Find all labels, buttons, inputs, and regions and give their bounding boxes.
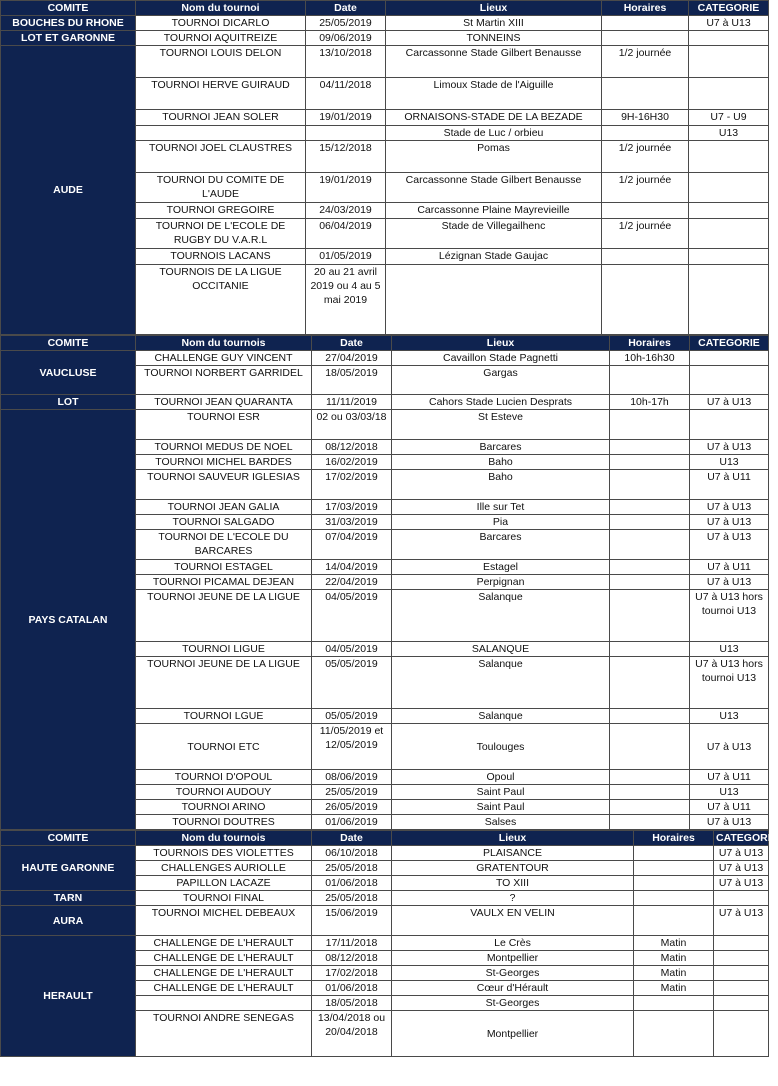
hours-cell [610,410,690,440]
tournament-name-cell: TOURNOI SAUVEUR IGLESIAS [136,470,312,500]
hours-cell [634,876,714,891]
hours-cell [610,724,690,770]
category-cell: U7 à U13 [690,724,769,770]
comite-cell: LOT ET GARONNE [1,31,136,46]
tournament-name-cell: TOURNOI MEDUS DE NOEL [136,440,312,455]
category-cell: U7 à U13 [690,815,769,830]
venue-cell: Pia [392,515,610,530]
category-cell [690,351,769,366]
category-cell: U7 à U11 [690,770,769,785]
tournament-name-cell: CHALLENGE DE L'HERAULT [136,936,312,951]
venue-cell: Montpellier [392,1011,634,1057]
hours-cell [634,906,714,936]
date-cell: 13/10/2018 [306,46,386,78]
tournament-name-cell: TOURNOI LIGUE [136,642,312,657]
venue-cell: Montpellier [392,951,634,966]
column-header: Nom du tournoi [136,1,306,16]
column-header: Date [312,336,392,351]
venue-cell: Barcares [392,530,610,560]
category-cell: U7 à U13 [714,846,769,861]
venue-cell: Barcares [392,440,610,455]
tournament-name-cell: TOURNOI JEUNE DE LA LIGUE [136,657,312,709]
date-cell: 27/04/2019 [312,351,392,366]
tournament-name-cell [136,126,306,141]
category-cell: U7 à U11 [690,800,769,815]
venue-cell: TONNEINS [386,31,602,46]
hours-cell [602,126,689,141]
category-cell: U7 à U13 [690,515,769,530]
hours-cell: 1/2 journée [602,46,689,78]
hours-cell [610,440,690,455]
venue-cell: Pomas [386,141,602,173]
hours-cell: Matin [634,936,714,951]
venue-cell: Ille sur Tet [392,500,610,515]
hours-cell [610,815,690,830]
date-cell: 11/05/2019 et 12/05/2019 [312,724,392,770]
venue-cell: Cahors Stade Lucien Desprats [392,395,610,410]
tournament-name-cell: TOURNOI HERVE GUIRAUD [136,78,306,110]
schedule-section-1 [0,0,769,335]
hours-cell: Matin [634,966,714,981]
category-cell: U7 à U13 [690,530,769,560]
column-header: CATEGORIE [690,336,769,351]
date-cell: 08/12/2018 [312,951,392,966]
tournament-name-cell: TOURNOI PICAMAL DEJEAN [136,575,312,590]
category-cell [714,1011,769,1057]
tournament-name-cell: TOURNOI SALGADO [136,515,312,530]
date-cell: 17/02/2019 [312,470,392,500]
venue-cell: Saint Paul [392,785,610,800]
category-cell [689,265,769,335]
venue-cell: Le Crès [392,936,634,951]
category-cell: U7 à U13 hors tournoi U13 [690,590,769,642]
category-cell [689,78,769,110]
column-header: Date [306,1,386,16]
tournament-name-cell: TOURNOI JEUNE DE LA LIGUE [136,590,312,642]
schedule-section-2 [0,335,769,830]
hours-cell [634,861,714,876]
comite-cell: VAUCLUSE [1,351,136,395]
venue-cell: Salanque [392,657,610,709]
tournament-name-cell: TOURNOI DU COMITE DE L'AUDE [136,173,306,203]
tournament-name-cell: CHALLENGES AURIOLLE [136,861,312,876]
hours-cell: Matin [634,981,714,996]
hours-cell [610,455,690,470]
tournament-name-cell: TOURNOI FINAL [136,891,312,906]
column-header: Horaires [602,1,689,16]
hours-cell [602,31,689,46]
category-cell: U7 à U13 [690,395,769,410]
comite-cell: AURA [1,906,136,936]
hours-cell [610,590,690,642]
comite-cell: HERAULT [1,936,136,1057]
hours-cell [610,657,690,709]
venue-cell: GRATENTOUR [392,861,634,876]
venue-cell: SALANQUE [392,642,610,657]
date-cell [306,126,386,141]
hours-cell: 9H-16H30 [602,110,689,126]
date-cell: 31/03/2019 [312,515,392,530]
column-header: Lieux [386,1,602,16]
hours-cell [602,78,689,110]
venue-cell: Gargas [392,366,610,395]
column-header: Date [312,831,392,846]
category-cell: U7 à U13 [714,906,769,936]
date-cell: 17/11/2018 [312,936,392,951]
tournament-name-cell: TOURNOI MICHEL DEBEAUX [136,906,312,936]
date-cell: 05/05/2019 [312,657,392,709]
venue-cell: PLAISANCE [392,846,634,861]
venue-cell: St-Georges [392,996,634,1011]
tournament-name-cell: TOURNOI GREGOIRE [136,203,306,219]
header-row [1,336,769,351]
hours-cell [610,575,690,590]
venue-cell: Toulouges [392,724,610,770]
comite-cell: PAYS CATALAN [1,410,136,830]
table-row [1,31,769,46]
date-cell: 24/03/2019 [306,203,386,219]
venue-cell: Saint Paul [392,800,610,815]
hours-cell [634,996,714,1011]
venue-cell: Estagel [392,560,610,575]
venue-cell: St Esteve [392,410,610,440]
venue-cell: Opoul [392,770,610,785]
table-row [1,891,769,906]
category-cell [714,936,769,951]
date-cell: 01/05/2019 [306,249,386,265]
hours-cell [610,560,690,575]
tournament-name-cell: TOURNOI DE L'ECOLE DE RUGBY DU V.A.R.L [136,219,306,249]
date-cell: 09/06/2019 [306,31,386,46]
tournament-name-cell: CHALLENGE DE L'HERAULT [136,951,312,966]
date-cell: 18/05/2019 [312,366,392,395]
date-cell: 02 ou 03/03/18 [312,410,392,440]
hours-cell [610,785,690,800]
date-cell: 19/01/2019 [306,110,386,126]
column-header: CATEGORIE [689,1,769,16]
tournament-name-cell: TOURNOI AUDOUY [136,785,312,800]
tournament-name-cell: TOURNOI DE L'ECOLE DU BARCARES [136,530,312,560]
date-cell: 17/02/2018 [312,966,392,981]
date-cell: 15/12/2018 [306,141,386,173]
venue-cell: ? [392,891,634,906]
venue-cell: Cœur d'Hérault [392,981,634,996]
category-cell [714,996,769,1011]
category-cell: U7 - U9 [689,110,769,126]
tournament-name-cell: TOURNOI ESTAGEL [136,560,312,575]
table-row [1,351,769,366]
date-cell: 04/05/2019 [312,642,392,657]
date-cell: 15/06/2019 [312,906,392,936]
hours-cell [610,515,690,530]
table-row [1,395,769,410]
comite-cell: LOT [1,395,136,410]
tournament-name-cell: TOURNOI LGUE [136,709,312,724]
hours-cell [602,16,689,31]
venue-cell: Carcassonne Stade Gilbert Benausse [386,46,602,78]
comite-cell: TARN [1,891,136,906]
category-cell: U13 [689,126,769,141]
tournament-name-cell: TOURNOIS DES VIOLETTES [136,846,312,861]
hours-cell [610,530,690,560]
date-cell: 22/04/2019 [312,575,392,590]
category-cell [689,219,769,249]
tournament-name-cell: TOURNOI ARINO [136,800,312,815]
date-cell: 06/10/2018 [312,846,392,861]
category-cell: U7 à U13 [689,16,769,31]
category-cell [689,203,769,219]
category-cell [689,141,769,173]
category-cell: U13 [690,642,769,657]
hours-cell [610,642,690,657]
tournament-name-cell: TOURNOI LOUIS DELON [136,46,306,78]
hours-cell [634,846,714,861]
category-cell [689,46,769,78]
date-cell: 25/05/2018 [312,891,392,906]
venue-cell: Carcassonne Plaine Mayrevieille [386,203,602,219]
date-cell: 01/06/2019 [312,815,392,830]
date-cell: 11/11/2019 [312,395,392,410]
hours-cell [610,500,690,515]
hours-cell: Matin [634,951,714,966]
category-cell: U7 à U13 [714,861,769,876]
venue-cell: ORNAISONS-STADE DE LA BEZADE [386,110,602,126]
date-cell: 04/05/2019 [312,590,392,642]
category-cell: U7 à U11 [690,470,769,500]
column-header: Horaires [634,831,714,846]
hours-cell [610,770,690,785]
category-cell: U13 [690,785,769,800]
tournament-name-cell: TOURNOI JEAN GALIA [136,500,312,515]
hours-cell: 1/2 journée [602,173,689,203]
category-cell [690,366,769,395]
tournament-name-cell: TOURNOI AQUITREIZE [136,31,306,46]
date-cell: 01/06/2018 [312,981,392,996]
hours-cell: 1/2 journée [602,219,689,249]
category-cell: U7 à U13 [714,876,769,891]
venue-cell: TO XIII [392,876,634,891]
comite-cell: BOUCHES DU RHONE [1,16,136,31]
tournament-name-cell: TOURNOI ESR [136,410,312,440]
date-cell: 07/04/2019 [312,530,392,560]
table-row [1,410,769,440]
category-cell [689,173,769,203]
venue-cell: VAULX EN VELIN [392,906,634,936]
date-cell: 01/06/2018 [312,876,392,891]
tournament-name-cell: TOURNOI D'OPOUL [136,770,312,785]
tournament-name-cell: TOURNOI DICARLO [136,16,306,31]
tournament-name-cell [136,996,312,1011]
tournament-name-cell: TOURNOI JOEL CLAUSTRES [136,141,306,173]
category-cell: U7 à U13 [690,500,769,515]
category-cell: U7 à U11 [690,560,769,575]
column-header: Lieux [392,831,634,846]
date-cell: 05/05/2019 [312,709,392,724]
table-row [1,46,769,78]
venue-cell: Salanque [392,590,610,642]
venue-cell: Baho [392,455,610,470]
table-row [1,846,769,861]
tournament-name-cell: CHALLENGE DE L'HERAULT [136,966,312,981]
venue-cell: Limoux Stade de l'Aiguille [386,78,602,110]
venue-cell: Lézignan Stade Gaujac [386,249,602,265]
venue-cell [386,265,602,335]
date-cell: 25/05/2019 [306,16,386,31]
hours-cell: 10h-17h [610,395,690,410]
date-cell: 17/03/2019 [312,500,392,515]
venue-cell: Carcassonne Stade Gilbert Benausse [386,173,602,203]
date-cell: 13/04/2018 ou 20/04/2018 [312,1011,392,1057]
venue-cell: Salses [392,815,610,830]
column-header: Nom du tournois [136,831,312,846]
category-cell: U13 [690,709,769,724]
category-cell [689,249,769,265]
category-cell [714,891,769,906]
venue-cell: Salanque [392,709,610,724]
date-cell: 25/05/2019 [312,785,392,800]
venue-cell: St Martin XIII [386,16,602,31]
venue-cell: Perpignan [392,575,610,590]
hours-cell [634,1011,714,1057]
column-header: COMITE [1,336,136,351]
column-header: Nom du tournois [136,336,312,351]
table-row [1,936,769,951]
column-header: CATEGORIE [714,831,769,846]
category-cell [714,981,769,996]
date-cell: 14/04/2019 [312,560,392,575]
category-cell [690,410,769,440]
tournament-name-cell: TOURNOI JEAN QUARANTA [136,395,312,410]
category-cell [689,31,769,46]
column-header: Lieux [392,336,610,351]
date-cell: 26/05/2019 [312,800,392,815]
hours-cell [602,203,689,219]
tournament-name-cell: PAPILLON LACAZE [136,876,312,891]
category-cell [714,966,769,981]
tournament-name-cell: TOURNOI ETC [136,724,312,770]
column-header: COMITE [1,1,136,16]
date-cell: 20 au 21 avril 2019 ou 4 au 5 mai 2019 [306,265,386,335]
date-cell: 25/05/2018 [312,861,392,876]
date-cell: 04/11/2018 [306,78,386,110]
venue-cell: Stade de Villegailhenc [386,219,602,249]
tournament-name-cell: TOURNOIS DE LA LIGUE OCCITANIE [136,265,306,335]
hours-cell [602,249,689,265]
tournament-name-cell: CHALLENGE GUY VINCENT [136,351,312,366]
date-cell: 16/02/2019 [312,455,392,470]
category-cell: U13 [690,455,769,470]
tournament-name-cell: CHALLENGE DE L'HERAULT [136,981,312,996]
date-cell: 08/12/2018 [312,440,392,455]
hours-cell [634,891,714,906]
date-cell: 08/06/2019 [312,770,392,785]
tournament-name-cell: TOURNOI DOUTRES [136,815,312,830]
table-row [1,16,769,31]
venue-cell: Baho [392,470,610,500]
comite-cell: HAUTE GARONNE [1,846,136,891]
category-cell [714,951,769,966]
category-cell: U7 à U13 [690,440,769,455]
hours-cell [610,366,690,395]
tournament-name-cell: TOURNOIS LACANS [136,249,306,265]
table-row [1,906,769,936]
hours-cell [610,709,690,724]
hours-cell [610,470,690,500]
hours-cell [610,800,690,815]
tournament-name-cell: TOURNOI MICHEL BARDES [136,455,312,470]
column-header: Horaires [610,336,690,351]
hours-cell [602,265,689,335]
header-row [1,1,769,16]
header-row [1,831,769,846]
date-cell: 06/04/2019 [306,219,386,249]
date-cell: 18/05/2018 [312,996,392,1011]
hours-cell: 10h-16h30 [610,351,690,366]
category-cell: U7 à U13 [690,575,769,590]
column-header: COMITE [1,831,136,846]
hours-cell: 1/2 journée [602,141,689,173]
tournament-name-cell: TOURNOI JEAN SOLER [136,110,306,126]
venue-cell: Cavaillon Stade Pagnetti [392,351,610,366]
date-cell: 19/01/2019 [306,173,386,203]
tournament-name-cell: TOURNOI NORBERT GARRIDEL [136,366,312,395]
venue-cell: St-Georges [392,966,634,981]
schedule-section-3 [0,830,778,1057]
comite-cell: AUDE [1,46,136,335]
venue-cell: Stade de Luc / orbieu [386,126,602,141]
category-cell: U7 à U13 hors tournoi U13 [690,657,769,709]
tournament-name-cell: TOURNOI ANDRE SENEGAS [136,1011,312,1057]
